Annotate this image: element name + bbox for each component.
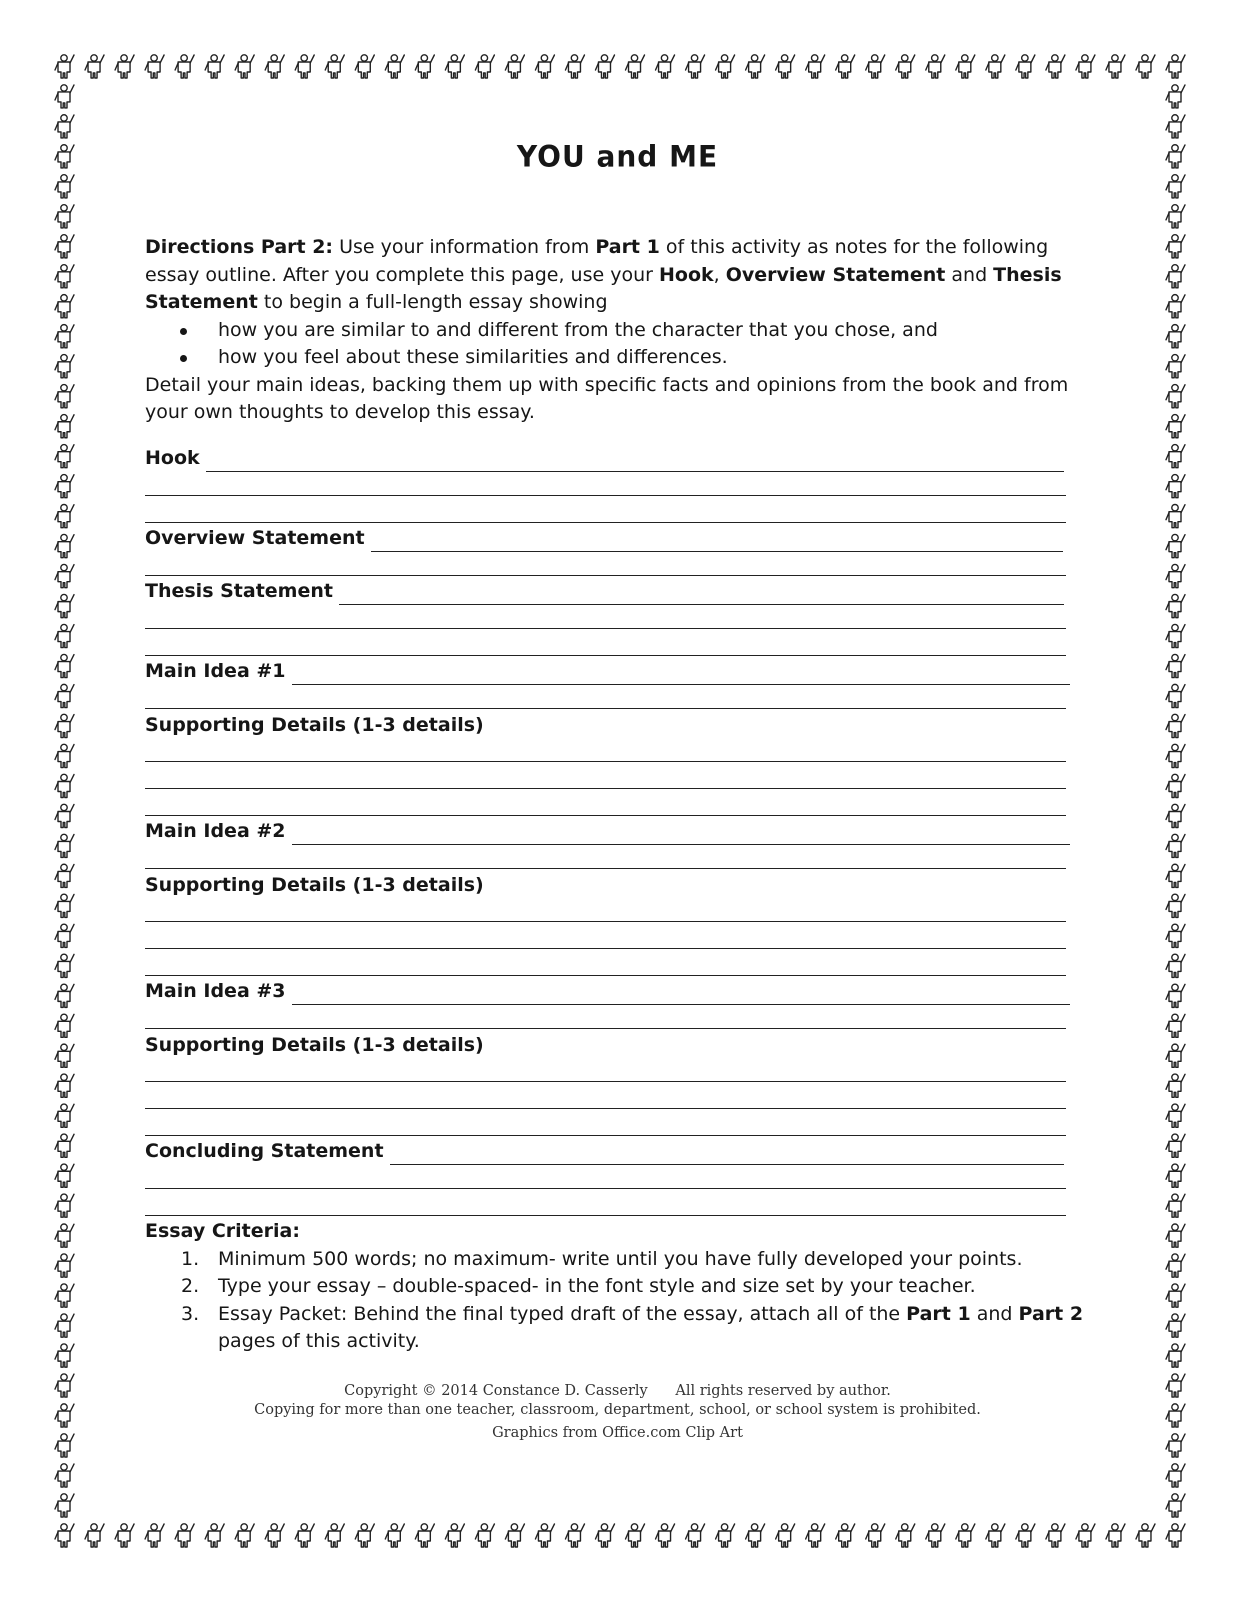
stick-figure-waving-icon xyxy=(55,1434,74,1457)
stick-figure-waving-icon xyxy=(806,1524,825,1547)
stick-figure-waving-icon xyxy=(866,1524,885,1547)
main-idea-2-field[interactable] xyxy=(145,819,1070,845)
stick-figure-waving-icon xyxy=(55,415,74,438)
stick-figure-waving-icon xyxy=(1046,55,1065,78)
support-1-line-2[interactable] xyxy=(145,788,1066,789)
stick-figure-waving-icon xyxy=(55,1314,74,1337)
stick-figure-waving-icon xyxy=(1166,1314,1185,1337)
stick-figure-waving-icon xyxy=(1166,1374,1185,1397)
stick-figure-waving-icon xyxy=(1136,1524,1155,1547)
support-2-line-1[interactable] xyxy=(145,921,1066,922)
bullet-icon xyxy=(180,328,187,335)
criteria-bold-part2: Part 2 xyxy=(1018,1302,1084,1325)
stick-figure-waving-icon xyxy=(1166,145,1185,168)
stick-figure-waving-icon xyxy=(55,984,74,1007)
stick-figure-waving-icon xyxy=(746,1524,765,1547)
stick-figure-waving-icon xyxy=(1016,55,1035,78)
thesis-line-3[interactable] xyxy=(145,655,1066,656)
stick-figure-waving-icon xyxy=(55,654,74,677)
directions-bold-hook: Hook xyxy=(658,263,714,286)
stick-figure-waving-icon xyxy=(1166,1524,1185,1547)
stick-figure-waving-icon xyxy=(1166,295,1185,318)
stick-figure-waving-icon xyxy=(445,1524,464,1547)
concluding-field[interactable] xyxy=(145,1139,1064,1165)
directions-text: Use your information from xyxy=(333,236,596,258)
thesis-field[interactable] xyxy=(145,579,1064,605)
stick-figure-waving-icon xyxy=(1166,475,1185,498)
stick-figure-waving-icon xyxy=(55,55,74,78)
stick-figure-waving-icon xyxy=(55,175,74,198)
supporting-details-1-label: Supporting Details (1-3 details) xyxy=(145,714,484,736)
stick-figure-waving-icon xyxy=(475,1524,494,1547)
criteria-bold-part1: Part 1 xyxy=(906,1302,971,1325)
stick-figure-waving-icon xyxy=(175,1524,194,1547)
stick-figure-waving-icon xyxy=(926,55,945,78)
overview-label: Overview Statement xyxy=(145,526,365,549)
thesis-line[interactable] xyxy=(339,584,1064,605)
stick-figure-waving-icon xyxy=(55,1044,74,1067)
stick-figure-waving-icon xyxy=(85,55,104,78)
stick-figure-waving-icon xyxy=(415,55,434,78)
stick-figure-waving-icon xyxy=(1166,1044,1185,1067)
stick-figure-waving-icon xyxy=(55,265,74,288)
stick-figure-waving-icon xyxy=(55,684,74,707)
stick-figure-waving-icon xyxy=(115,1524,134,1547)
stick-figure-waving-icon xyxy=(145,1524,164,1547)
stick-figure-waving-icon xyxy=(716,1524,735,1547)
directions-bold-overview: Overview Statement xyxy=(725,263,946,286)
stick-figure-waving-icon xyxy=(355,55,374,78)
directions-closing: Detail your main ideas, backing them up with specific facts and opinions from the book and from your own thoughts to develop this essay. xyxy=(145,373,1069,423)
stick-figure-waving-icon xyxy=(55,594,74,617)
stick-figure-waving-icon xyxy=(55,714,74,737)
stick-figure-waving-icon xyxy=(776,55,795,78)
criteria-item xyxy=(145,1301,1085,1356)
directions-bold-thesis: Thesis Statement xyxy=(145,263,1062,313)
hook-label: Hook xyxy=(145,446,200,469)
stick-figure-waving-icon xyxy=(55,804,74,827)
stick-figure-waving-icon xyxy=(535,1524,554,1547)
stick-figure-waving-icon xyxy=(55,1074,74,1097)
stick-figure-waving-icon xyxy=(1166,1074,1185,1097)
stick-figure-waving-icon xyxy=(1166,1494,1185,1517)
main-idea-3-label: Main Idea #3 xyxy=(145,979,286,1002)
stick-figure-waving-icon xyxy=(55,1524,74,1547)
main-idea-1-line[interactable] xyxy=(292,664,1070,685)
directions-bullets xyxy=(145,317,1085,372)
stick-figure-waving-icon xyxy=(565,1524,584,1547)
bullet-item xyxy=(145,344,1085,372)
criteria-text: Minimum 500 words; no maximum- write until you have fully developed your points. xyxy=(218,1247,1023,1270)
stick-figure-waving-icon xyxy=(415,1524,434,1547)
stick-figure-waving-icon xyxy=(1166,924,1185,947)
support-3-line-3[interactable] xyxy=(145,1135,1066,1136)
supporting-details-2-label: Supporting Details (1-3 details) xyxy=(145,874,484,896)
stick-figure-waving-icon xyxy=(595,1524,614,1547)
stick-figure-waving-icon xyxy=(295,55,314,78)
stick-figure-waving-icon xyxy=(1166,1254,1185,1277)
stick-figure-waving-icon xyxy=(565,55,584,78)
hook-field[interactable] xyxy=(145,446,1064,472)
stick-figure-waving-icon xyxy=(1166,355,1185,378)
stick-figure-waving-icon xyxy=(866,55,885,78)
stick-figure-waving-icon xyxy=(595,55,614,78)
stick-figure-waving-icon xyxy=(475,55,494,78)
stick-figure-waving-icon xyxy=(686,55,705,78)
stick-figure-waving-icon xyxy=(55,1224,74,1247)
main-idea-1-field[interactable] xyxy=(145,659,1070,685)
main-idea-2-line[interactable] xyxy=(292,824,1070,845)
stick-figure-waving-icon xyxy=(686,1524,705,1547)
stick-figure-waving-icon xyxy=(1166,714,1185,737)
support-3-line-2[interactable] xyxy=(145,1108,1066,1109)
stick-figure-waving-icon xyxy=(175,55,194,78)
directions-bold-part1: Part 1 xyxy=(595,236,660,258)
stick-figure-waving-icon xyxy=(1166,265,1185,288)
stick-figure-waving-icon xyxy=(55,504,74,527)
stick-figure-waving-icon xyxy=(235,55,254,78)
stick-figure-waving-icon xyxy=(205,1524,224,1547)
stick-figure-waving-icon xyxy=(1166,654,1185,677)
stick-figure-waving-icon xyxy=(1076,55,1095,78)
stick-figure-waving-icon xyxy=(1166,804,1185,827)
stick-figure-waving-icon xyxy=(1016,1524,1035,1547)
directions-text: to begin a full-length essay showing xyxy=(257,291,608,313)
stick-figure-waving-icon xyxy=(55,475,74,498)
criteria-number: 3. xyxy=(181,1302,200,1325)
stick-figure-waving-icon xyxy=(55,894,74,917)
stick-figure-waving-icon xyxy=(986,55,1005,78)
stick-figure-waving-icon xyxy=(1166,774,1185,797)
stick-figure-waving-icon xyxy=(1166,684,1185,707)
thesis-label: Thesis Statement xyxy=(145,579,333,602)
stick-figure-waving-icon xyxy=(1166,864,1185,887)
stick-figure-waving-icon xyxy=(1166,954,1185,977)
stick-figure-waving-icon xyxy=(55,1104,74,1127)
main-idea-1-label: Main Idea #1 xyxy=(145,659,286,682)
directions-paragraph xyxy=(145,234,1085,317)
stick-figure-waving-icon xyxy=(1076,1524,1095,1547)
stick-figure-waving-icon xyxy=(1166,205,1185,228)
criteria-number: 1. xyxy=(181,1247,200,1270)
stick-figure-waving-icon xyxy=(55,744,74,767)
stick-figure-waving-icon xyxy=(55,1374,74,1397)
bullet-text: how you are similar to and different from the character that you chose, and xyxy=(218,318,938,341)
directions-label: Directions Part 2: xyxy=(145,236,334,258)
stick-figure-waving-icon xyxy=(55,1464,74,1487)
stick-figure-waving-icon xyxy=(55,115,74,138)
stick-figure-waving-icon xyxy=(1166,1134,1185,1157)
stick-figure-waving-icon xyxy=(1166,564,1185,587)
stick-figure-waving-icon xyxy=(385,1524,404,1547)
main-idea-1-line-2[interactable] xyxy=(145,708,1066,709)
graphics-credit: Graphics from Office.com Clip Art xyxy=(492,1425,743,1441)
stick-figure-waving-icon xyxy=(55,1404,74,1427)
stick-figure-waving-icon xyxy=(535,55,554,78)
stick-figure-waving-icon xyxy=(55,445,74,468)
stick-figure-waving-icon xyxy=(1166,415,1185,438)
support-1-line-1[interactable] xyxy=(145,761,1066,762)
bullet-item xyxy=(145,317,1085,345)
stick-figure-waving-icon xyxy=(265,55,284,78)
stick-figure-waving-icon xyxy=(115,55,134,78)
stick-figure-waving-icon xyxy=(145,55,164,78)
stick-figure-waving-icon xyxy=(385,55,404,78)
stick-figure-waving-icon xyxy=(55,1254,74,1277)
stick-figure-waving-icon xyxy=(55,624,74,647)
main-idea-3-line[interactable] xyxy=(292,984,1070,1005)
stick-figure-waving-icon xyxy=(1166,115,1185,138)
overview-line-2[interactable] xyxy=(145,575,1066,576)
copyright-line: Copyright © 2014 Constance D. Casserly All rights reserved by author. xyxy=(344,1383,891,1399)
page-title: YOU and ME xyxy=(516,139,719,174)
stick-figure-waving-icon xyxy=(1166,1224,1185,1247)
stick-figure-waving-icon xyxy=(355,1524,374,1547)
copying-notice: Copying for more than one teacher, classroom, department, school, or school system is prohibited. xyxy=(254,1402,981,1418)
hook-line-2[interactable] xyxy=(145,495,1066,496)
stick-figure-waving-icon xyxy=(55,325,74,348)
stick-figure-waving-icon xyxy=(626,55,645,78)
stick-figure-waving-icon xyxy=(1166,1104,1185,1127)
bullet-icon xyxy=(180,355,187,362)
stick-figure-waving-icon xyxy=(55,1344,74,1367)
criteria-text: Type your essay – double-spaced- in the font style and size set by your teacher. xyxy=(218,1275,976,1297)
stick-figure-waving-icon xyxy=(505,1524,524,1547)
stick-figure-waving-icon xyxy=(1166,894,1185,917)
stick-figure-waving-icon xyxy=(55,534,74,557)
concluding-label: Concluding Statement xyxy=(145,1139,384,1162)
stick-figure-waving-icon xyxy=(1166,594,1185,617)
stick-figure-waving-icon xyxy=(896,1524,915,1547)
stick-figure-waving-icon xyxy=(55,834,74,857)
stick-figure-waving-icon xyxy=(1166,834,1185,857)
stick-figure-waving-icon xyxy=(1166,385,1185,408)
stick-figure-waving-icon xyxy=(55,774,74,797)
stick-figure-waving-icon xyxy=(205,55,224,78)
criteria-item xyxy=(145,1273,1085,1301)
stick-figure-waving-icon xyxy=(55,564,74,587)
stick-figure-waving-icon xyxy=(1166,1284,1185,1307)
stick-figure-waving-icon xyxy=(806,55,825,78)
support-1-line-3[interactable] xyxy=(145,815,1066,816)
support-2-line-2[interactable] xyxy=(145,948,1066,949)
criteria-text: and xyxy=(970,1302,1019,1325)
stick-figure-waving-icon xyxy=(445,55,464,78)
stick-figure-waving-icon xyxy=(1166,984,1185,1007)
directions-text: of this activity as notes for the following essay outline. After you complete this page, use your xyxy=(145,236,1049,286)
stick-figure-waving-icon xyxy=(55,205,74,228)
essay-criteria xyxy=(145,1218,1085,1356)
stick-figure-waving-icon xyxy=(1106,1524,1125,1547)
stick-figure-waving-icon xyxy=(836,55,855,78)
criteria-item xyxy=(145,1246,1085,1274)
stick-figure-waving-icon xyxy=(55,145,74,168)
stick-figure-waving-icon xyxy=(1166,175,1185,198)
stick-figure-waving-icon xyxy=(626,1524,645,1547)
stick-figure-waving-icon xyxy=(55,1494,74,1517)
stick-figure-waving-icon xyxy=(1166,1164,1185,1187)
stick-figure-waving-icon xyxy=(235,1524,254,1547)
stick-figure-waving-icon xyxy=(1166,504,1185,527)
stick-figure-waving-icon xyxy=(1106,55,1125,78)
stick-figure-waving-icon xyxy=(1166,235,1185,258)
stick-figure-waving-icon xyxy=(505,55,524,78)
main-idea-3-field[interactable] xyxy=(145,979,1070,1005)
stick-figure-waving-icon xyxy=(1166,534,1185,557)
hook-line[interactable] xyxy=(206,451,1064,472)
stick-figure-waving-icon xyxy=(85,1524,104,1547)
overview-line[interactable] xyxy=(371,531,1063,552)
stick-figure-waving-icon xyxy=(1166,1434,1185,1457)
stick-figure-waving-icon xyxy=(656,1524,675,1547)
thesis-line-2[interactable] xyxy=(145,628,1066,629)
stick-figure-waving-icon xyxy=(1046,1524,1065,1547)
stick-figure-waving-icon xyxy=(55,295,74,318)
stick-figure-waving-icon xyxy=(956,55,975,78)
stick-figure-waving-icon xyxy=(55,355,74,378)
stick-figure-waving-icon xyxy=(55,1194,74,1217)
stick-figure-waving-icon xyxy=(1166,445,1185,468)
concluding-line[interactable] xyxy=(390,1144,1064,1165)
stick-figure-waving-icon xyxy=(746,55,765,78)
hook-line-3[interactable] xyxy=(145,522,1066,523)
overview-field[interactable] xyxy=(145,526,1063,552)
stick-figure-waving-icon xyxy=(1166,1014,1185,1037)
stick-figure-waving-icon xyxy=(656,55,675,78)
essay-criteria-heading: Essay Criteria: xyxy=(145,1220,300,1242)
stick-figure-waving-icon xyxy=(1166,624,1185,647)
stick-figure-waving-icon xyxy=(986,1524,1005,1547)
stick-figure-waving-icon xyxy=(1166,1404,1185,1427)
bullet-text: how you feel about these similarities and differences. xyxy=(218,346,728,368)
stick-figure-waving-icon xyxy=(55,385,74,408)
stick-figure-waving-icon xyxy=(1166,55,1185,78)
stick-figure-waving-icon xyxy=(926,1524,945,1547)
stick-figure-waving-icon xyxy=(295,1524,314,1547)
stick-figure-waving-icon xyxy=(836,1524,855,1547)
main-idea-3-line-2[interactable] xyxy=(145,1028,1066,1029)
stick-figure-waving-icon xyxy=(325,55,344,78)
stick-figure-waving-icon xyxy=(776,1524,795,1547)
stick-figure-waving-icon xyxy=(1166,1344,1185,1367)
stick-figure-waving-icon xyxy=(1166,744,1185,767)
stick-figure-waving-icon xyxy=(1166,1194,1185,1217)
support-2-line-3[interactable] xyxy=(145,975,1066,976)
criteria-text: Essay Packet: Behind the final typed draft of the essay, attach all of the xyxy=(218,1302,907,1325)
stick-figure-waving-icon xyxy=(55,1284,74,1307)
stick-figure-waving-icon xyxy=(1166,85,1185,108)
stick-figure-waving-icon xyxy=(325,1524,344,1547)
supporting-details-3-label: Supporting Details (1-3 details) xyxy=(145,1034,484,1056)
stick-figure-waving-icon xyxy=(55,924,74,947)
stick-figure-waving-icon xyxy=(55,85,74,108)
directions-text: , xyxy=(713,263,726,286)
concluding-line-2[interactable] xyxy=(145,1188,1066,1189)
stick-figure-waving-icon xyxy=(956,1524,975,1547)
stick-figure-waving-icon xyxy=(55,954,74,977)
stick-figure-waving-icon xyxy=(55,864,74,887)
concluding-line-3[interactable] xyxy=(145,1215,1066,1216)
criteria-list xyxy=(145,1246,1085,1356)
stick-figure-waving-icon xyxy=(1136,55,1155,78)
directions xyxy=(145,234,1085,427)
stick-figure-waving-icon xyxy=(716,55,735,78)
support-3-line-1[interactable] xyxy=(145,1081,1066,1082)
stick-figure-waving-icon xyxy=(896,55,915,78)
stick-figure-waving-icon xyxy=(55,1164,74,1187)
stick-figure-waving-icon xyxy=(265,1524,284,1547)
criteria-text: pages of this activity. xyxy=(218,1330,420,1352)
main-idea-2-line-2[interactable] xyxy=(145,868,1066,869)
stick-figure-waving-icon xyxy=(55,1134,74,1157)
stick-figure-waving-icon xyxy=(1166,1464,1185,1487)
stick-figure-waving-icon xyxy=(55,1014,74,1037)
stick-figure-waving-icon xyxy=(1166,325,1185,348)
criteria-number: 2. xyxy=(181,1275,200,1297)
stick-figure-waving-icon xyxy=(55,235,74,258)
directions-text: and xyxy=(945,263,994,286)
main-idea-2-label: Main Idea #2 xyxy=(145,819,286,842)
